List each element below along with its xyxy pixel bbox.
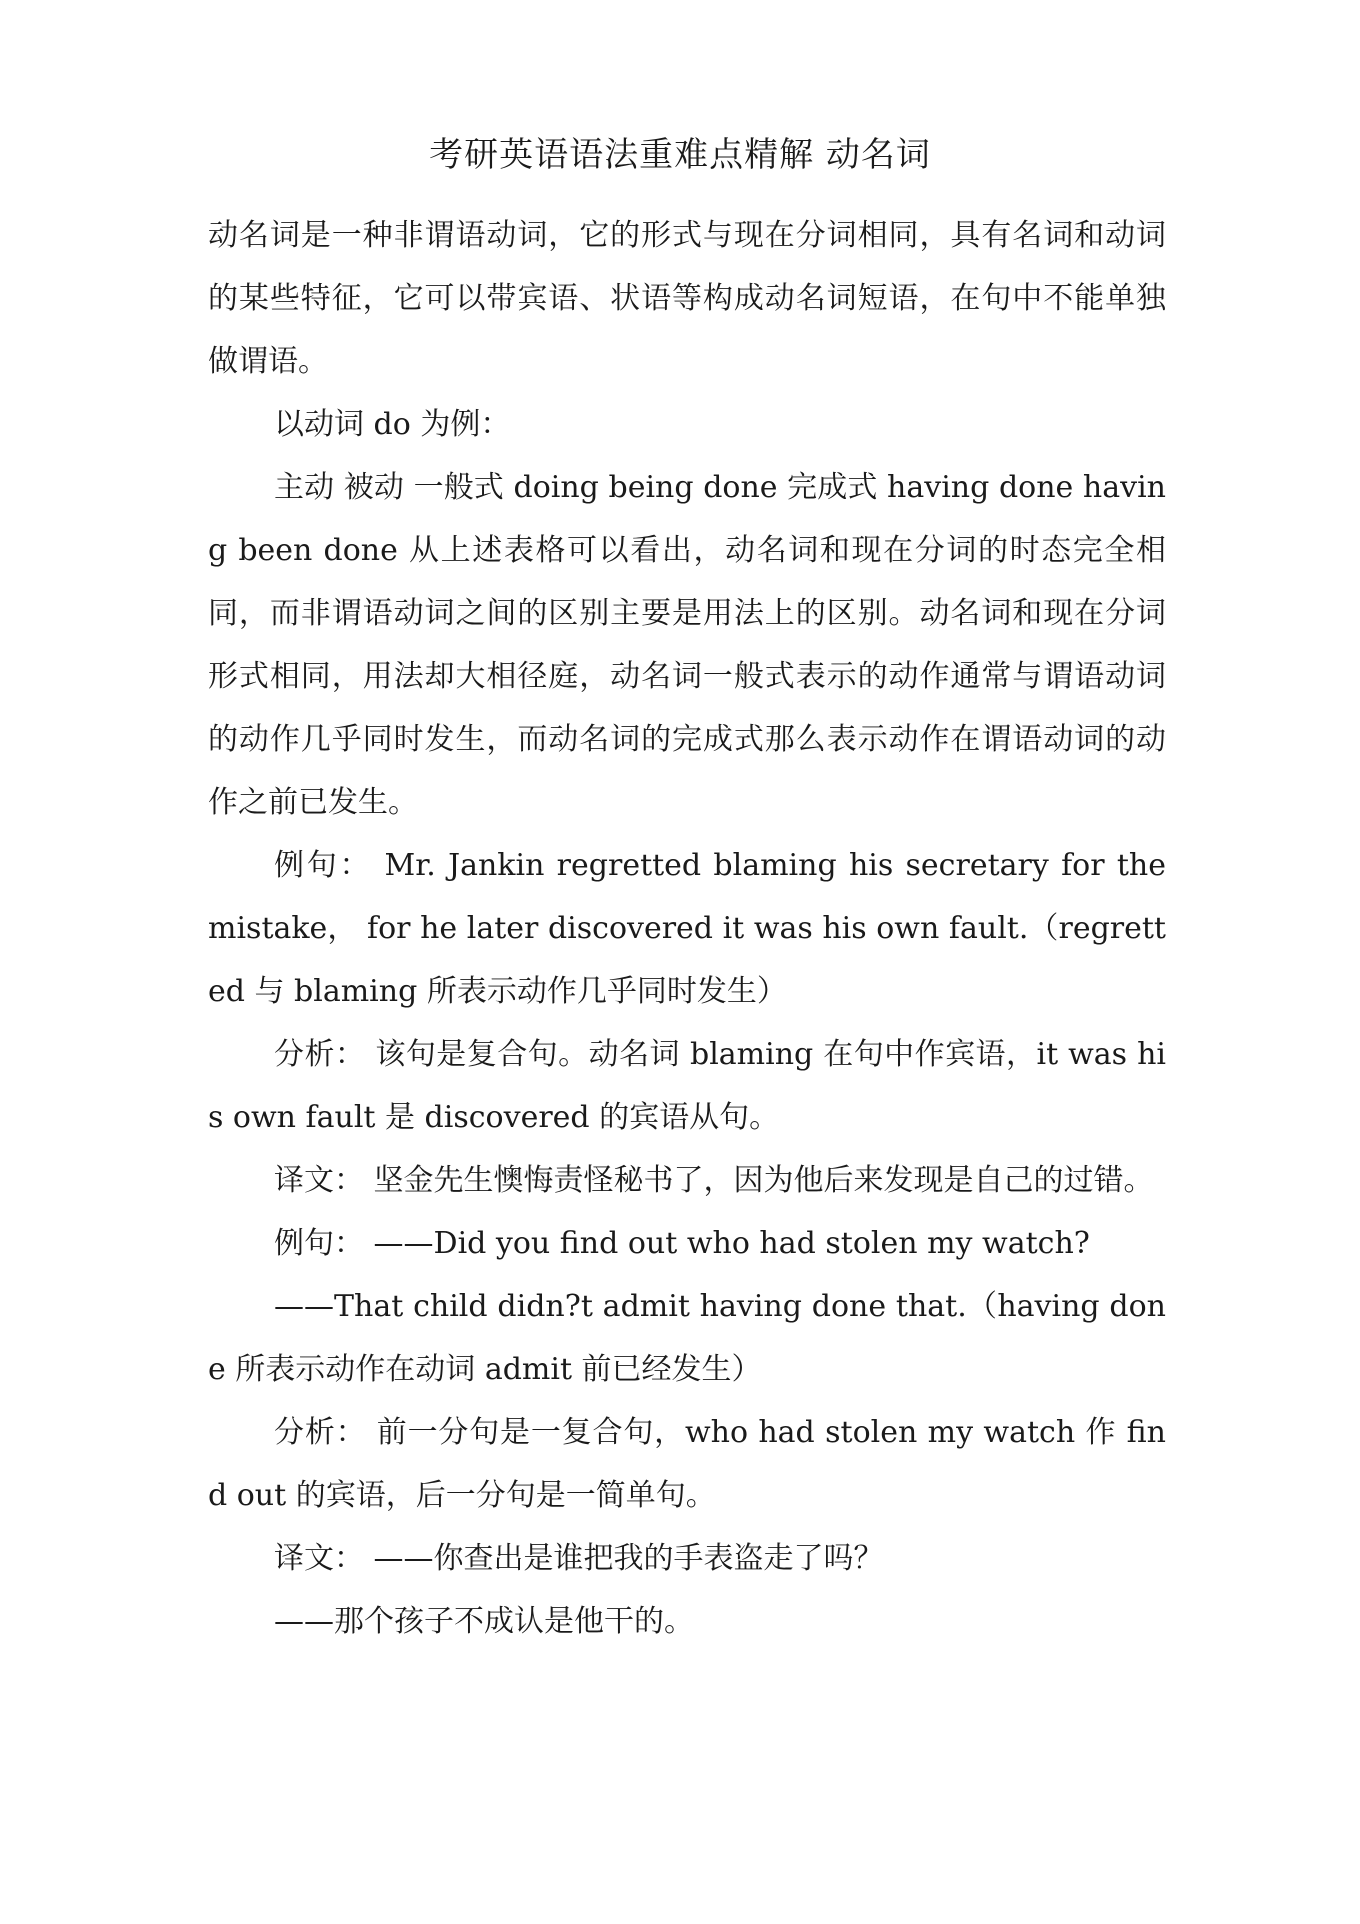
paragraph-example-intro: 以动词 do 为例：	[274, 407, 511, 442]
paragraph-example-1: 例句： Mr. Jankin regretted blaming his secretary for the mistake， for he later discovered it was his own fault.（regretted 与 blaming 所表示动作几乎同时发生）	[208, 848, 1166, 1009]
paragraph-translation-2: 译文： ——你查出是谁把我的手表盗走了吗？	[274, 1541, 884, 1576]
paragraph-definition: 动名词是一种非谓语动词，它的形式与现在分词相同，具有名词和动词的某些特征，它可以带宾语、状语等构成动名词短语，在句中不能单独做谓语。	[208, 218, 1166, 379]
paragraph-analysis-2: 分析： 前一分句是一复合句，who had stolen my watch 作 find out 的宾语，后一分句是一简单句。	[208, 1415, 1166, 1513]
paragraph-forms-explanation: 主动 被动 一般式 doing being done 完成式 having done having been done 从上述表格可以看出，动名词和现在分词的时态完全相同，而非谓语动词之间的区别主要是用法上的区别。动名词和现在分词形式相同，用法却大相径庭，动名词一般式表示的动作通常与谓语动词的动作几乎同时发生，而动名词的完成式那么表示动作在谓语动词的动作之前已发生。	[208, 470, 1166, 820]
paragraph-translation-2-reply: ——那个孩子不成认是他干的。	[274, 1604, 694, 1639]
paragraph-example-2-reply: ——That child didn?t admit having done that.（having done 所表示动作在动词 admit 前已经发生）	[208, 1289, 1166, 1387]
paragraph-translation-1: 译文： 坚金先生懊悔责怪秘书了，因为他后来发现是自己的过错。	[274, 1163, 1154, 1198]
paragraph-analysis-1: 分析： 该句是复合句。动名词 blaming 在句中作宾语，it was his own fault 是 discovered 的宾语从句。	[208, 1037, 1166, 1135]
document-title: 考研英语语法重难点精解 动名词	[429, 135, 931, 175]
document-body	[208, 204, 1166, 1653]
paragraph-example-2: 例句： ——Did you find out who had stolen my watch?	[274, 1226, 1090, 1261]
